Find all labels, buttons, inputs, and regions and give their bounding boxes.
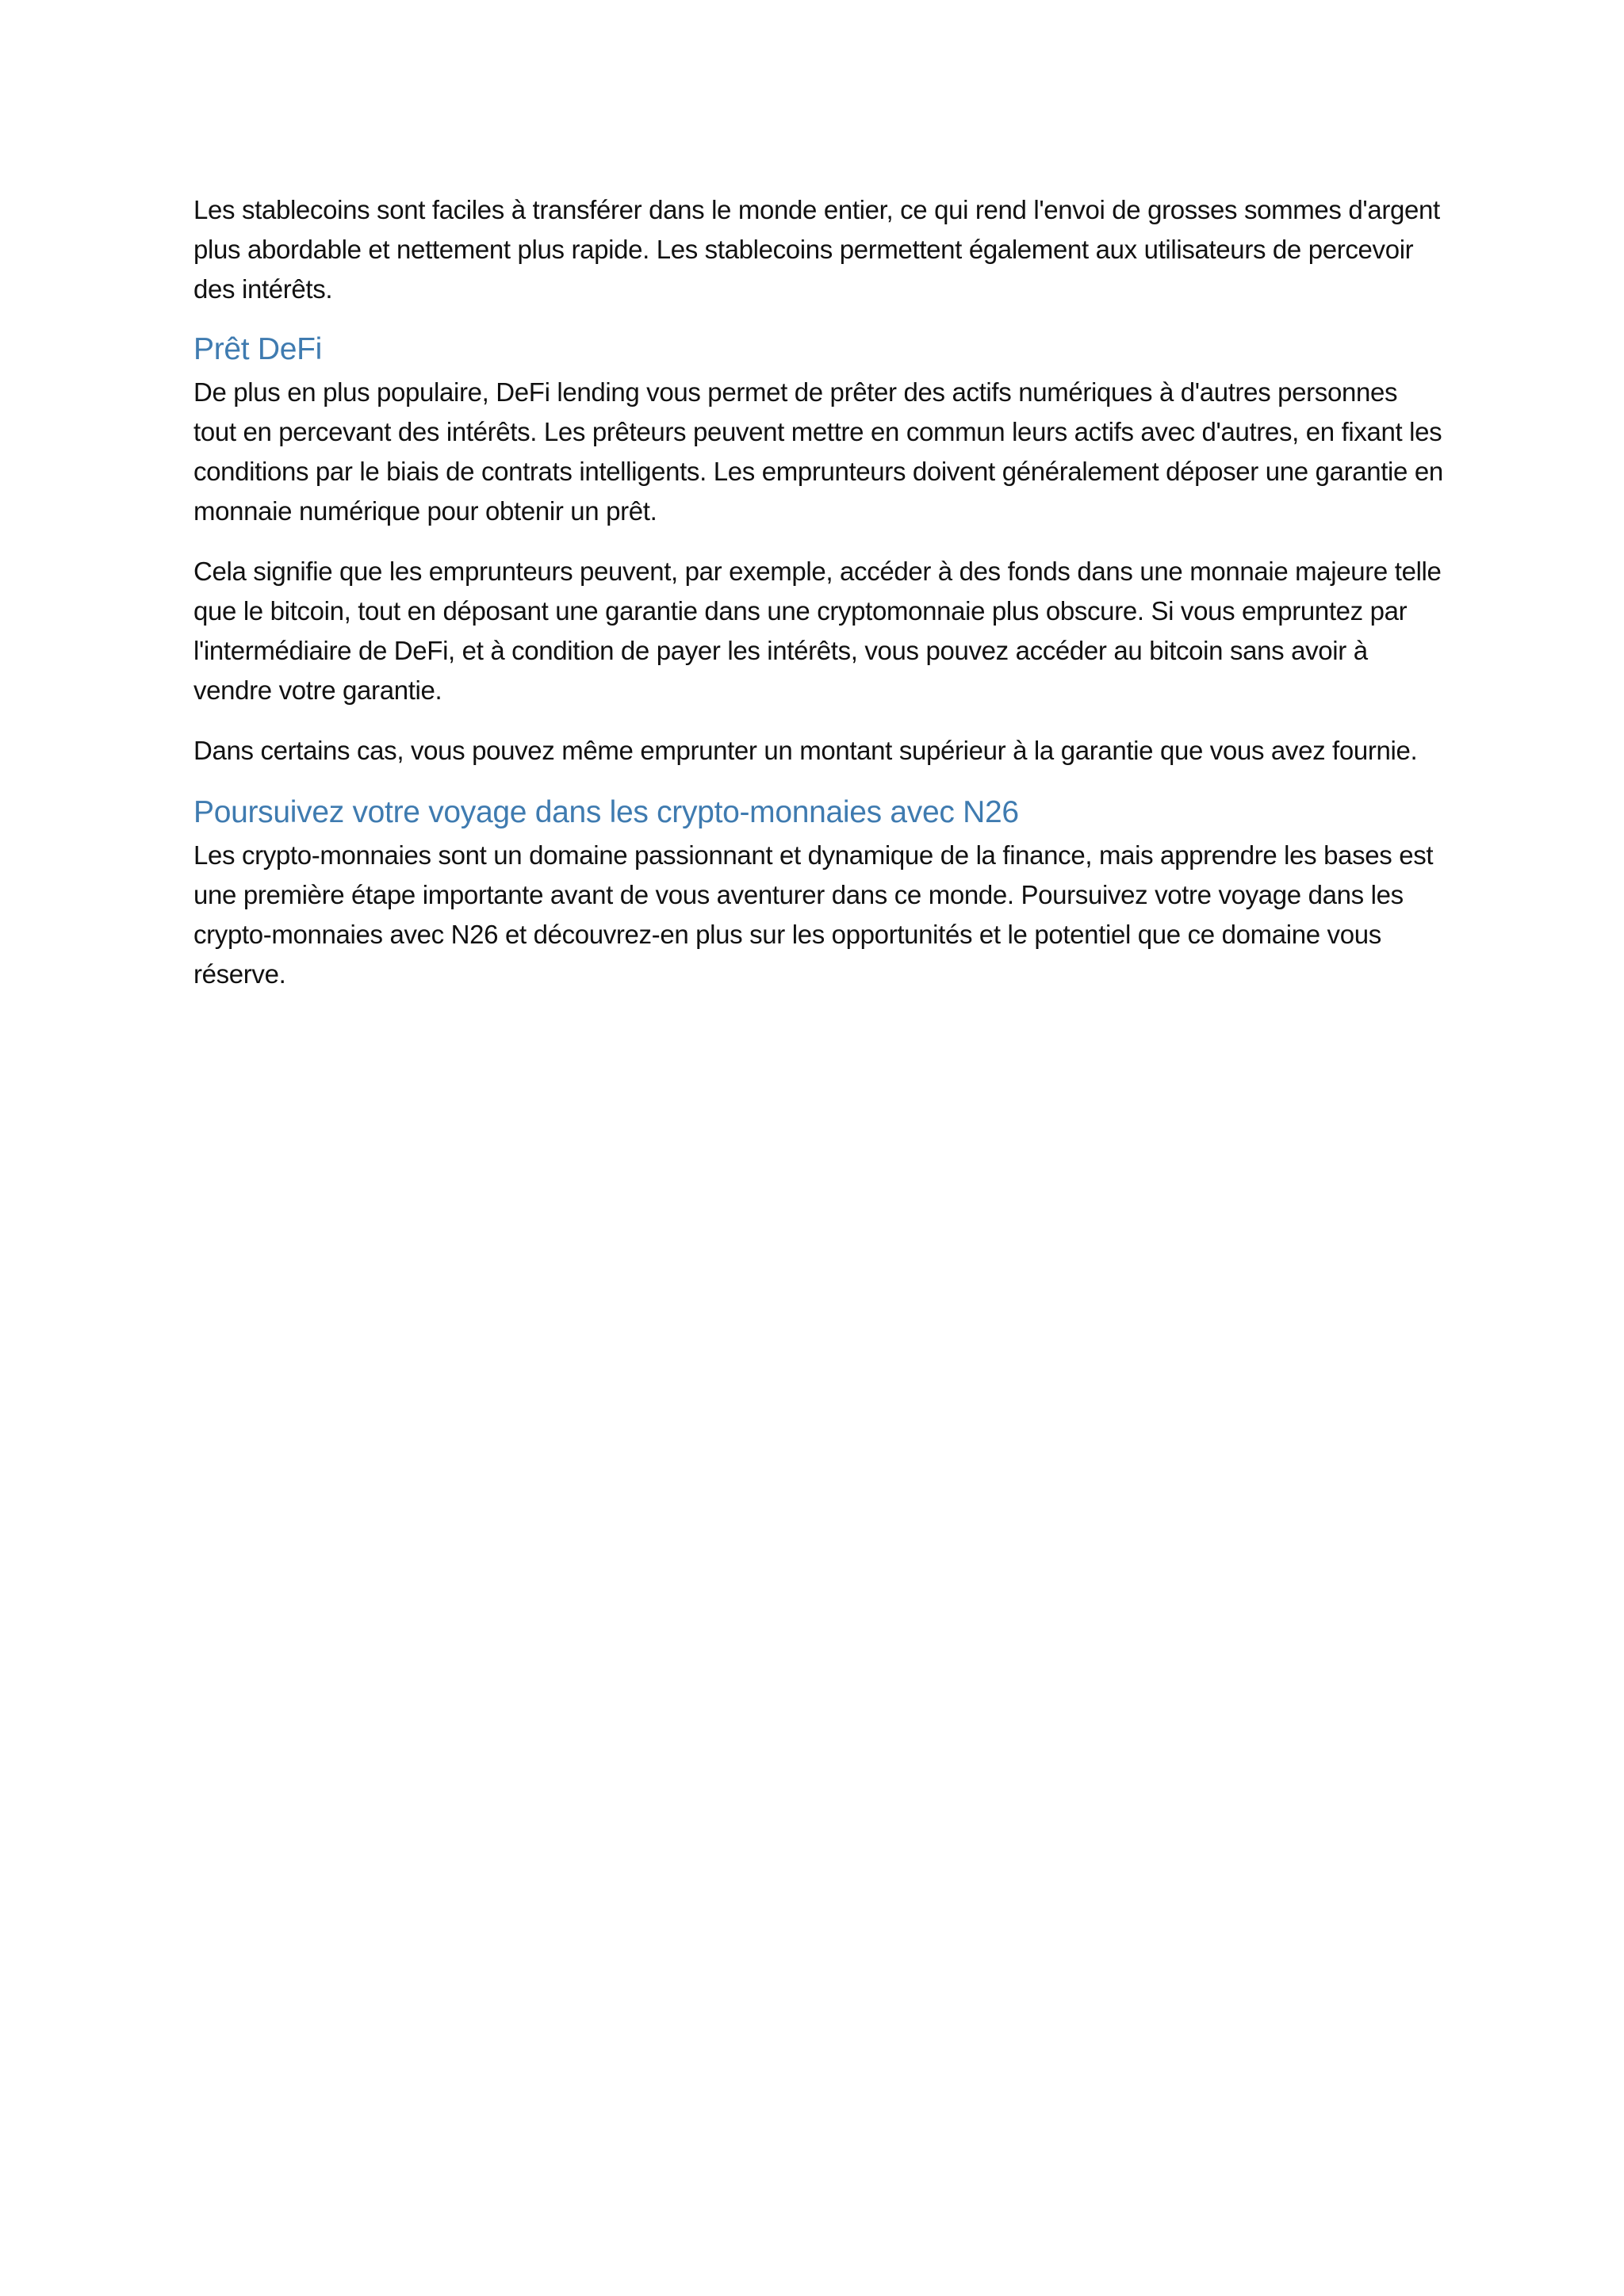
defi-paragraph-2: Cela signifie que les emprunteurs peuvent, par exemple, accéder à des fonds dans une monnaie majeure telle que le bitcoin, tout en déposant une garantie dans une cryptomonnaie plus obscure. Si vous empruntez par l'intermédiaire de DeFi, et à condition de payer les intérêts, vous pouvez accéder au bitcoin sans avoir à vendre votre garantie.	[193, 557, 1442, 705]
defi-paragraph-1: De plus en plus populaire, DeFi lending vous permet de prêter des actifs numériques à d'autres personnes tout en percevant des intérêts. Les prêteurs peuvent mettre en commun leurs actifs avec d'autres, en fixant les conditions par le biais de contrats intelligents. Les emprunteurs doivent généralement déposer une garantie en monnaie numérique pour obtenir un prêt.	[193, 377, 1443, 526]
defi-paragraph-3: Dans certains cas, vous pouvez même emprunter un montant supérieur à la garantie que vous avez fournie.	[193, 736, 1418, 765]
document-body	[193, 190, 1446, 1015]
section-heading-crypto-journey: Poursuivez votre voyage dans les crypto-monnaies avec N26	[193, 795, 1019, 829]
section-heading-defi-lending: Prêt DeFi	[193, 332, 323, 366]
intro-paragraph: Les stablecoins sont faciles à transférer dans le monde entier, ce qui rend l'envoi de grosses sommes d'argent plus abordable et nettement plus rapide. Les stablecoins permettent également aux utilisateurs de percevoir des intérêts.	[193, 195, 1440, 304]
journey-paragraph-1: Les crypto-monnaies sont un domaine passionnant et dynamique de la finance, mais apprendre les bases est une première étape importante avant de vous aventurer dans ce monde. Poursuivez votre voyage dans les crypto-monnaies avec N26 et découvrez-en plus sur les opportunités et le potentiel que ce domaine vous réserve.	[193, 840, 1434, 989]
